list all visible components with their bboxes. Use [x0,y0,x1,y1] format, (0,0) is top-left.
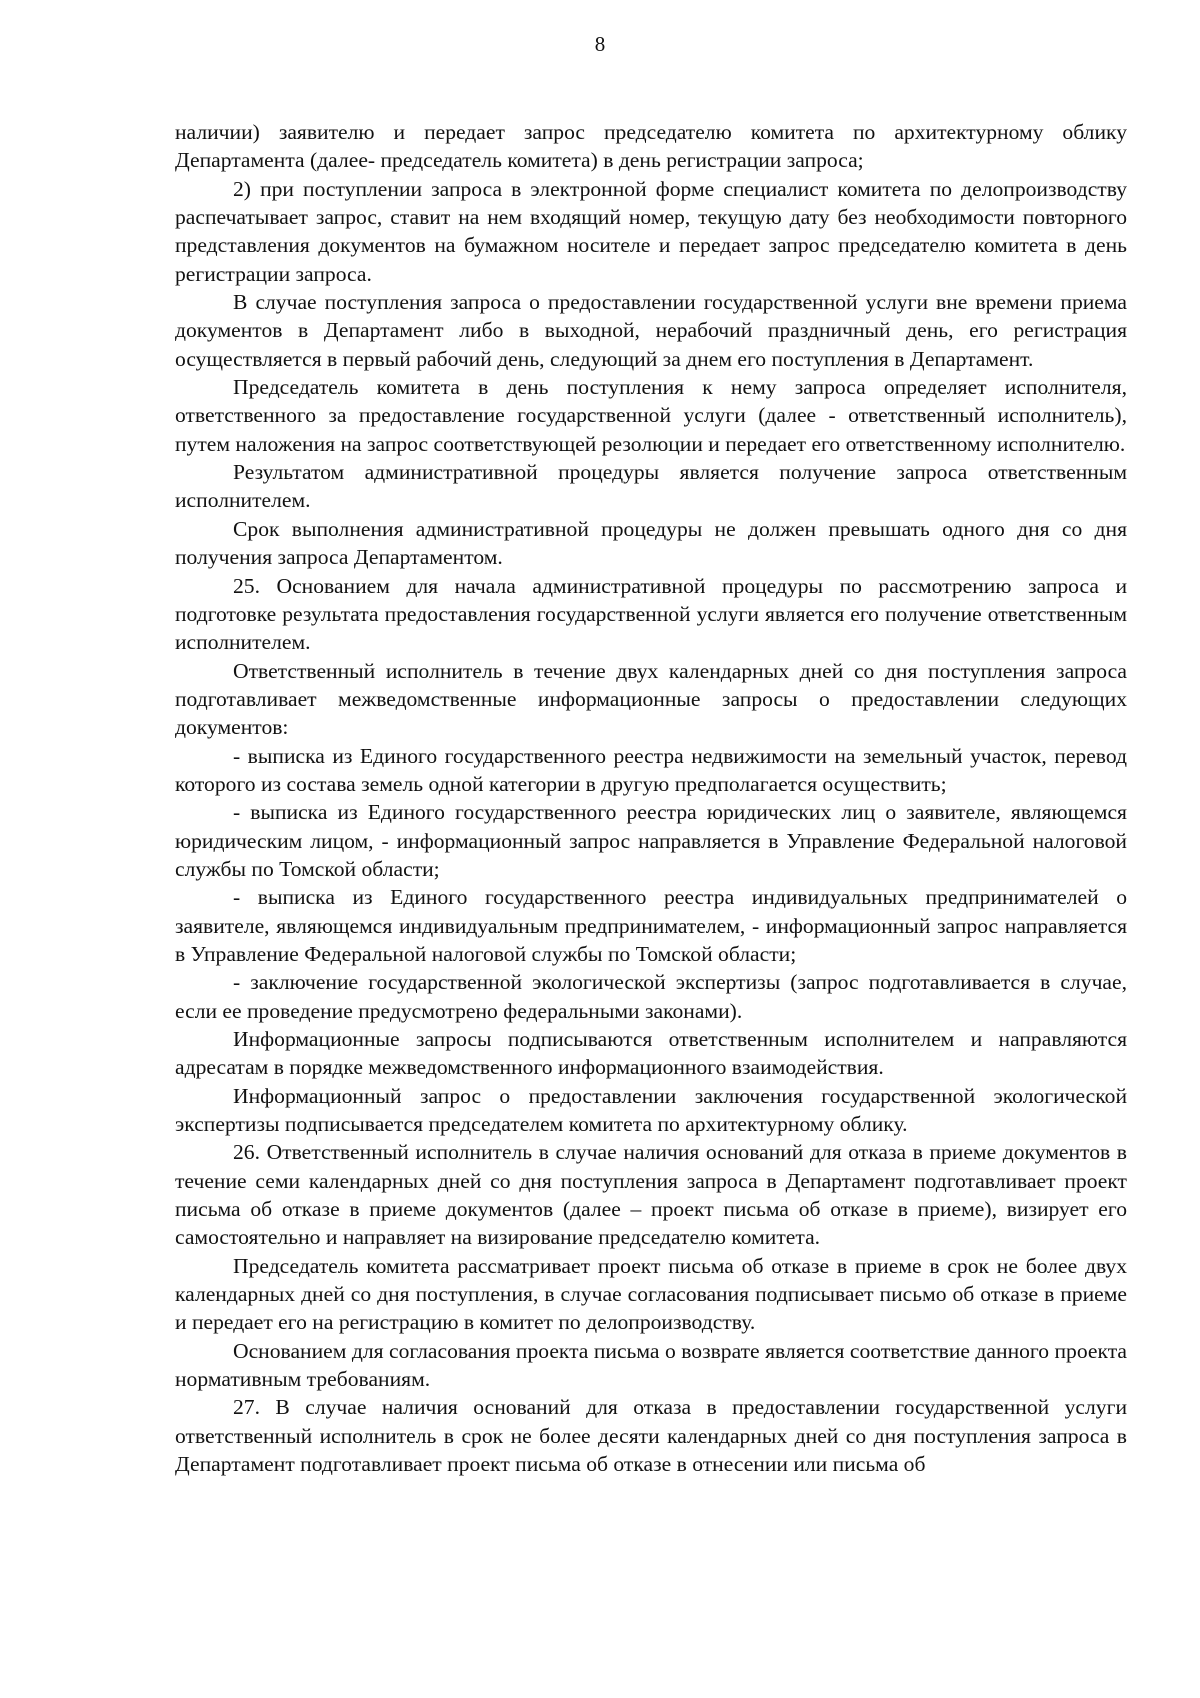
paragraph: Председатель комитета рассматривает проект письма об отказе в приеме в срок не более двух календарных дней со дня поступления, в случае согласования подписывает письмо об отказе в приеме и передает его на регистрацию в комитет по делопроизводству. [175,1253,1127,1335]
document-body [175,118,1127,1479]
paragraph: В случае поступления запроса о предоставлении государственной услуги вне времени приема документов в Департамент либо в выходной, нерабочий праздничный день, его регистрация осуществляется в первый рабочий день, следующий за днем его поступления в Департамент. [175,290,1127,371]
paragraph: 26. Ответственный исполнитель в случае наличия оснований для отказа в приеме документов в течение семи календарных дней со дня поступления запроса в Департамент подготавливает проект письма об отказе в приеме документов (далее – проект письма об отказе в приеме), визирует его самостоятельно и направляет на визирование председателю комитета. [175,1140,1127,1250]
paragraph: 27. В случае наличия оснований для отказа в предоставлении государственной услуги ответственный исполнитель в срок не более десяти календарных дней со дня поступления запроса в Департамент подготавливает проект письма об отказе в отнесении или письма об [175,1395,1127,1477]
paragraph: наличии) заявителю и передает запрос председателю комитета по архитектурному облику Департамента (далее- председатель комитета) в день регистрации запроса; [175,120,1127,173]
paragraph: Основанием для согласования проекта письма о возврате является соответствие данного проекта нормативным требованиям. [175,1338,1127,1392]
paragraph: 25. Основанием для начала административной процедуры по рассмотрению запроса и подготовке результата предоставления государственной услуги является его получение ответственным исполнителем. [175,573,1127,655]
paragraph: Председатель комитета в день поступления к нему запроса определяет исполнителя, ответственного за предоставление государственной услуги (далее - ответственный исполнитель), путем наложения на запрос соответствующей резолюции и передает его ответственному исполнителю. [175,375,1127,456]
list-item: - заключение государственной экологической экспертизы (запрос подготавливается в случае, если ее проведение предусмотрено федеральными законами). [175,970,1127,1023]
paragraph: Информационные запросы подписываются ответственным исполнителем и направляются адресатам в порядке межведомственного информационного взаимодействия. [175,1027,1127,1080]
paragraph: 2) при поступлении запроса в электронной форме специалист комитета по делопроизводству распечатывает запрос, ставит на нем входящий номер, текущую дату без необходимости повторного представления документов на бумажном носителе и передает запрос председателю комитета в день регистрации запроса. [175,176,1127,286]
paragraph: Результатом административной процедуры является получение запроса ответственным исполнителем. [175,460,1127,513]
paragraph: Срок выполнения административной процедуры не должен превышать одного дня со дня получения запроса Департаментом. [175,516,1127,570]
page-number: 8 [594,32,606,56]
list-item: - выписка из Единого государственного реестра недвижимости на земельный участок, перевод которого из состава земель одной категории в другую предполагается осуществить; [175,743,1127,796]
list-item: - выписка из Единого государственного реестра юридических лиц о заявителе, являющемся юридическим лицом, - информационный запрос направляется в Управление Федеральной налоговой службы по Томской области; [175,800,1127,881]
paragraph: Информационный запрос о предоставлении заключения государственной экологической экспертизы подписывается председателем комитета по архитектурному облику. [175,1083,1127,1137]
paragraph: Ответственный исполнитель в течение двух календарных дней со дня поступления запроса подготавливает межведомственные информационные запросы о предоставлении следующих документов: [175,658,1127,740]
list-item: - выписка из Единого государственного реестра индивидуальных предпринимателей о заявителе, являющемся индивидуальным предпринимателем, - информационный запрос направляется в Управление Федеральной налоговой службы по Томской области; [175,885,1127,966]
